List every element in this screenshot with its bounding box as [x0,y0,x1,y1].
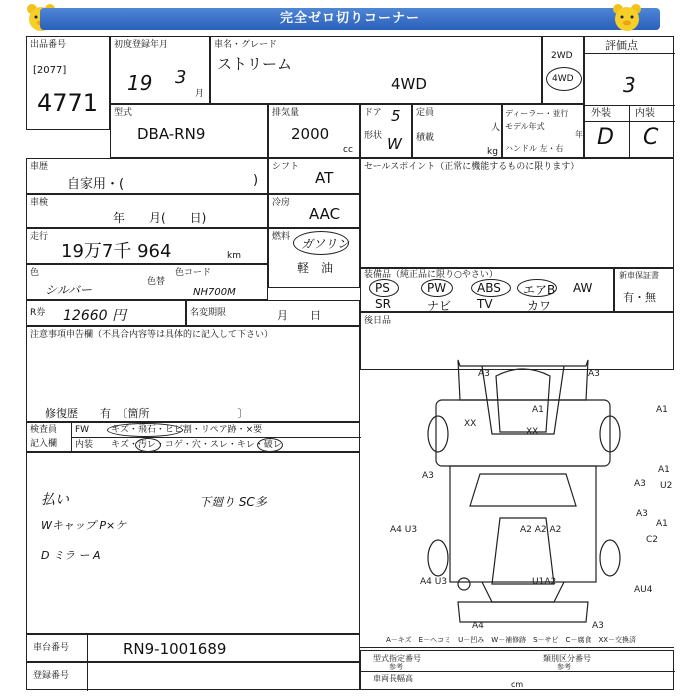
drive-2wd: 2WD [551,51,573,61]
mileage-value: 19万7千 964 [61,241,172,262]
model-year-unit: 年 [575,130,583,139]
mark-a4u3-rear-left: A4 U3 [420,577,448,587]
ac-value: AAC [309,205,341,223]
car-grade: 4WD [391,75,427,93]
score-int-label: 内装 [635,108,655,119]
capacity-unit: 人 [491,123,501,133]
equip-sr: SR [375,297,391,311]
header-banner [40,8,660,30]
inspection-label: 車検 [30,198,49,208]
mark-xx-left: XX [464,419,477,429]
equip-tv: TV [477,297,493,311]
color-code-label: 色コード [175,268,212,278]
shift-label: シフト [272,162,300,172]
dims-label: 車両長幅高 [373,674,413,683]
mark-a1-right: A1 [656,405,668,415]
color-code: NH700M [193,287,236,298]
approval-label: 型式指定番号 [373,654,421,663]
fuel-label: 燃料 [272,232,291,242]
chassis-label: 車台番号 [33,643,70,653]
name-change-label: 名変期限 [190,308,227,318]
mark-a2-roof: A2 A2 A2 [520,525,562,535]
chassis-value: RN9-1001689 [123,640,227,658]
first-reg-unit: 月 [195,89,205,99]
score-int: C [643,125,659,150]
shape-label: 形状 [364,131,383,141]
registration-label: 登録番号 [33,671,70,681]
equip-navi: ナビ [427,299,452,313]
repair-history: 修復歴 有 〔箇所 〕 [45,407,249,420]
mark-a4-rear: A4 [472,621,484,631]
notes-label: 注意事項申告欄（不具合内容等は具体的に記入して下さい） [30,330,274,340]
equip-pw: PW [427,281,447,295]
ac-label: 冷房 [272,198,291,208]
mark-c2-right: C2 [646,535,659,545]
dealer-label: ディーラー・並行 [505,109,569,118]
mark-a3-right-door: A3 [634,479,646,489]
first-reg-label: 初度登録年月 [114,40,169,50]
lot-number: 4771 [37,89,99,117]
mark-a3-front-right: A3 [588,369,600,379]
legend-text: A－キズ E－ヘコミ U－凹み W－補修跡 S－サビ C－腐食 XX－交換済 [386,636,637,644]
shift-value: AT [315,169,334,187]
history-value: 自家用・( [67,177,125,192]
equip-ps: PS [375,281,390,295]
check-label-2: 記入欄 [30,439,58,449]
chassis-box [26,634,360,662]
first-reg-year: 19 [127,71,153,95]
warranty-label: 新車保証書 [619,271,659,280]
mark-a4u3-left: A4 U3 [390,525,418,535]
name-change-value: 月 日 [277,309,321,322]
equip-aw: AW [573,281,593,295]
equip-airbag: エアB [523,283,556,297]
footer-box [360,650,674,690]
score-value: 3 [623,73,636,97]
fuel-alt: 軽 油 [297,261,334,275]
mark-a3-right-rear: A3 [636,509,648,519]
car-damage-diagram [26,36,676,636]
mark-a1-right-door: A1 [658,465,670,475]
shape-value: W [387,135,402,153]
mark-au4-rear-right: AU4 [634,585,653,595]
mark-u1a2-rear: U1A2 [532,577,557,587]
drive-4wd: 4WD [552,74,574,84]
equip-abs: ABS [477,281,501,295]
class-label: 類別区分番号 [543,654,591,663]
mark-u2-right-door: U2 [660,481,673,491]
remark-2: Wキャップ P×ケ [41,519,127,532]
mileage-unit: km [227,251,241,261]
capacity-label: 定員 [416,108,435,118]
mark-a3-left-door: A3 [422,471,434,481]
displacement-label: 排気量 [272,108,300,118]
model-year-label: モデル年式 [505,122,545,131]
sales-point-label: セールスポイント（正常に機能するものに限ります） [364,162,580,172]
first-reg-month: 3 [175,67,187,88]
warranty-value: 有・無 [623,291,656,304]
equipment-label: 装備品（純正品に限り○やさい） [364,270,498,280]
bear-mascot-icon [610,2,644,34]
history-label: 車歴 [30,162,49,172]
load-unit: kg [487,147,498,157]
check-int-text: キズ・汚レ・コゲ・穴・スレ・キレ・破レ [111,440,282,450]
car-name-label: 車名・グレード [214,40,278,50]
legend-box [360,634,674,648]
model-label: 型式 [114,108,133,118]
lot-label: 出品番号 [30,40,67,50]
recycle-label: R券 [30,308,46,318]
recycle-value: 12660 円 [63,308,126,324]
displacement-unit: cc [343,145,353,155]
score-ext: D [597,125,614,150]
approval-ref: 参考 [389,663,403,671]
car-name: ストリーム [217,55,293,73]
mileage-label: 走行 [30,232,49,242]
mark-a1-right-rear: A1 [656,519,668,529]
check-fw: FW [75,425,90,435]
color-value: シルバー [45,283,92,297]
remark-4: 下廻り SC多 [199,495,267,509]
check-int: 内装 [75,440,94,450]
history-close: ) [253,173,259,188]
registration-box [26,662,360,690]
mark-a1-hood: A1 [532,405,544,415]
equip-leather: カワ [527,299,552,313]
mark-a3-rear: A3 [592,621,604,631]
fuel-value: ガソリン [301,237,350,251]
auction-sheet [26,36,676,696]
class-ref: 参考 [557,663,571,671]
score-label: 評価点 [605,39,638,52]
displacement-value: 2000 [291,125,330,143]
handle-label: ハンドル 左・右 [505,144,564,153]
dims-cm: cm [511,680,524,689]
color-special-label: 色替 [147,277,166,287]
banner-title: 完全ゼロ切りコーナー [279,11,420,26]
inspection-value: 年 月( 日) [113,211,207,225]
load-label: 積載 [416,133,435,143]
score-ext-label: 外装 [591,108,611,119]
check-label-1: 検査員 [30,425,58,435]
mark-xx-hood: XX [526,427,539,437]
doors-value: 5 [391,107,401,125]
lot-sub: [2077] [33,65,67,76]
model-value: DBA-RN9 [137,125,206,143]
remark-3: D ミラ ー A [41,549,101,562]
mark-a3-front-left: A3 [478,369,490,379]
check-fw-text: キズ・飛石・ヒビ割・リペア跡・×要 [111,425,263,435]
color-label: 色 [30,268,40,278]
remark-1: 払い [41,492,69,508]
doors-label: ドア [364,108,382,118]
later-label: 後日品 [364,316,392,326]
